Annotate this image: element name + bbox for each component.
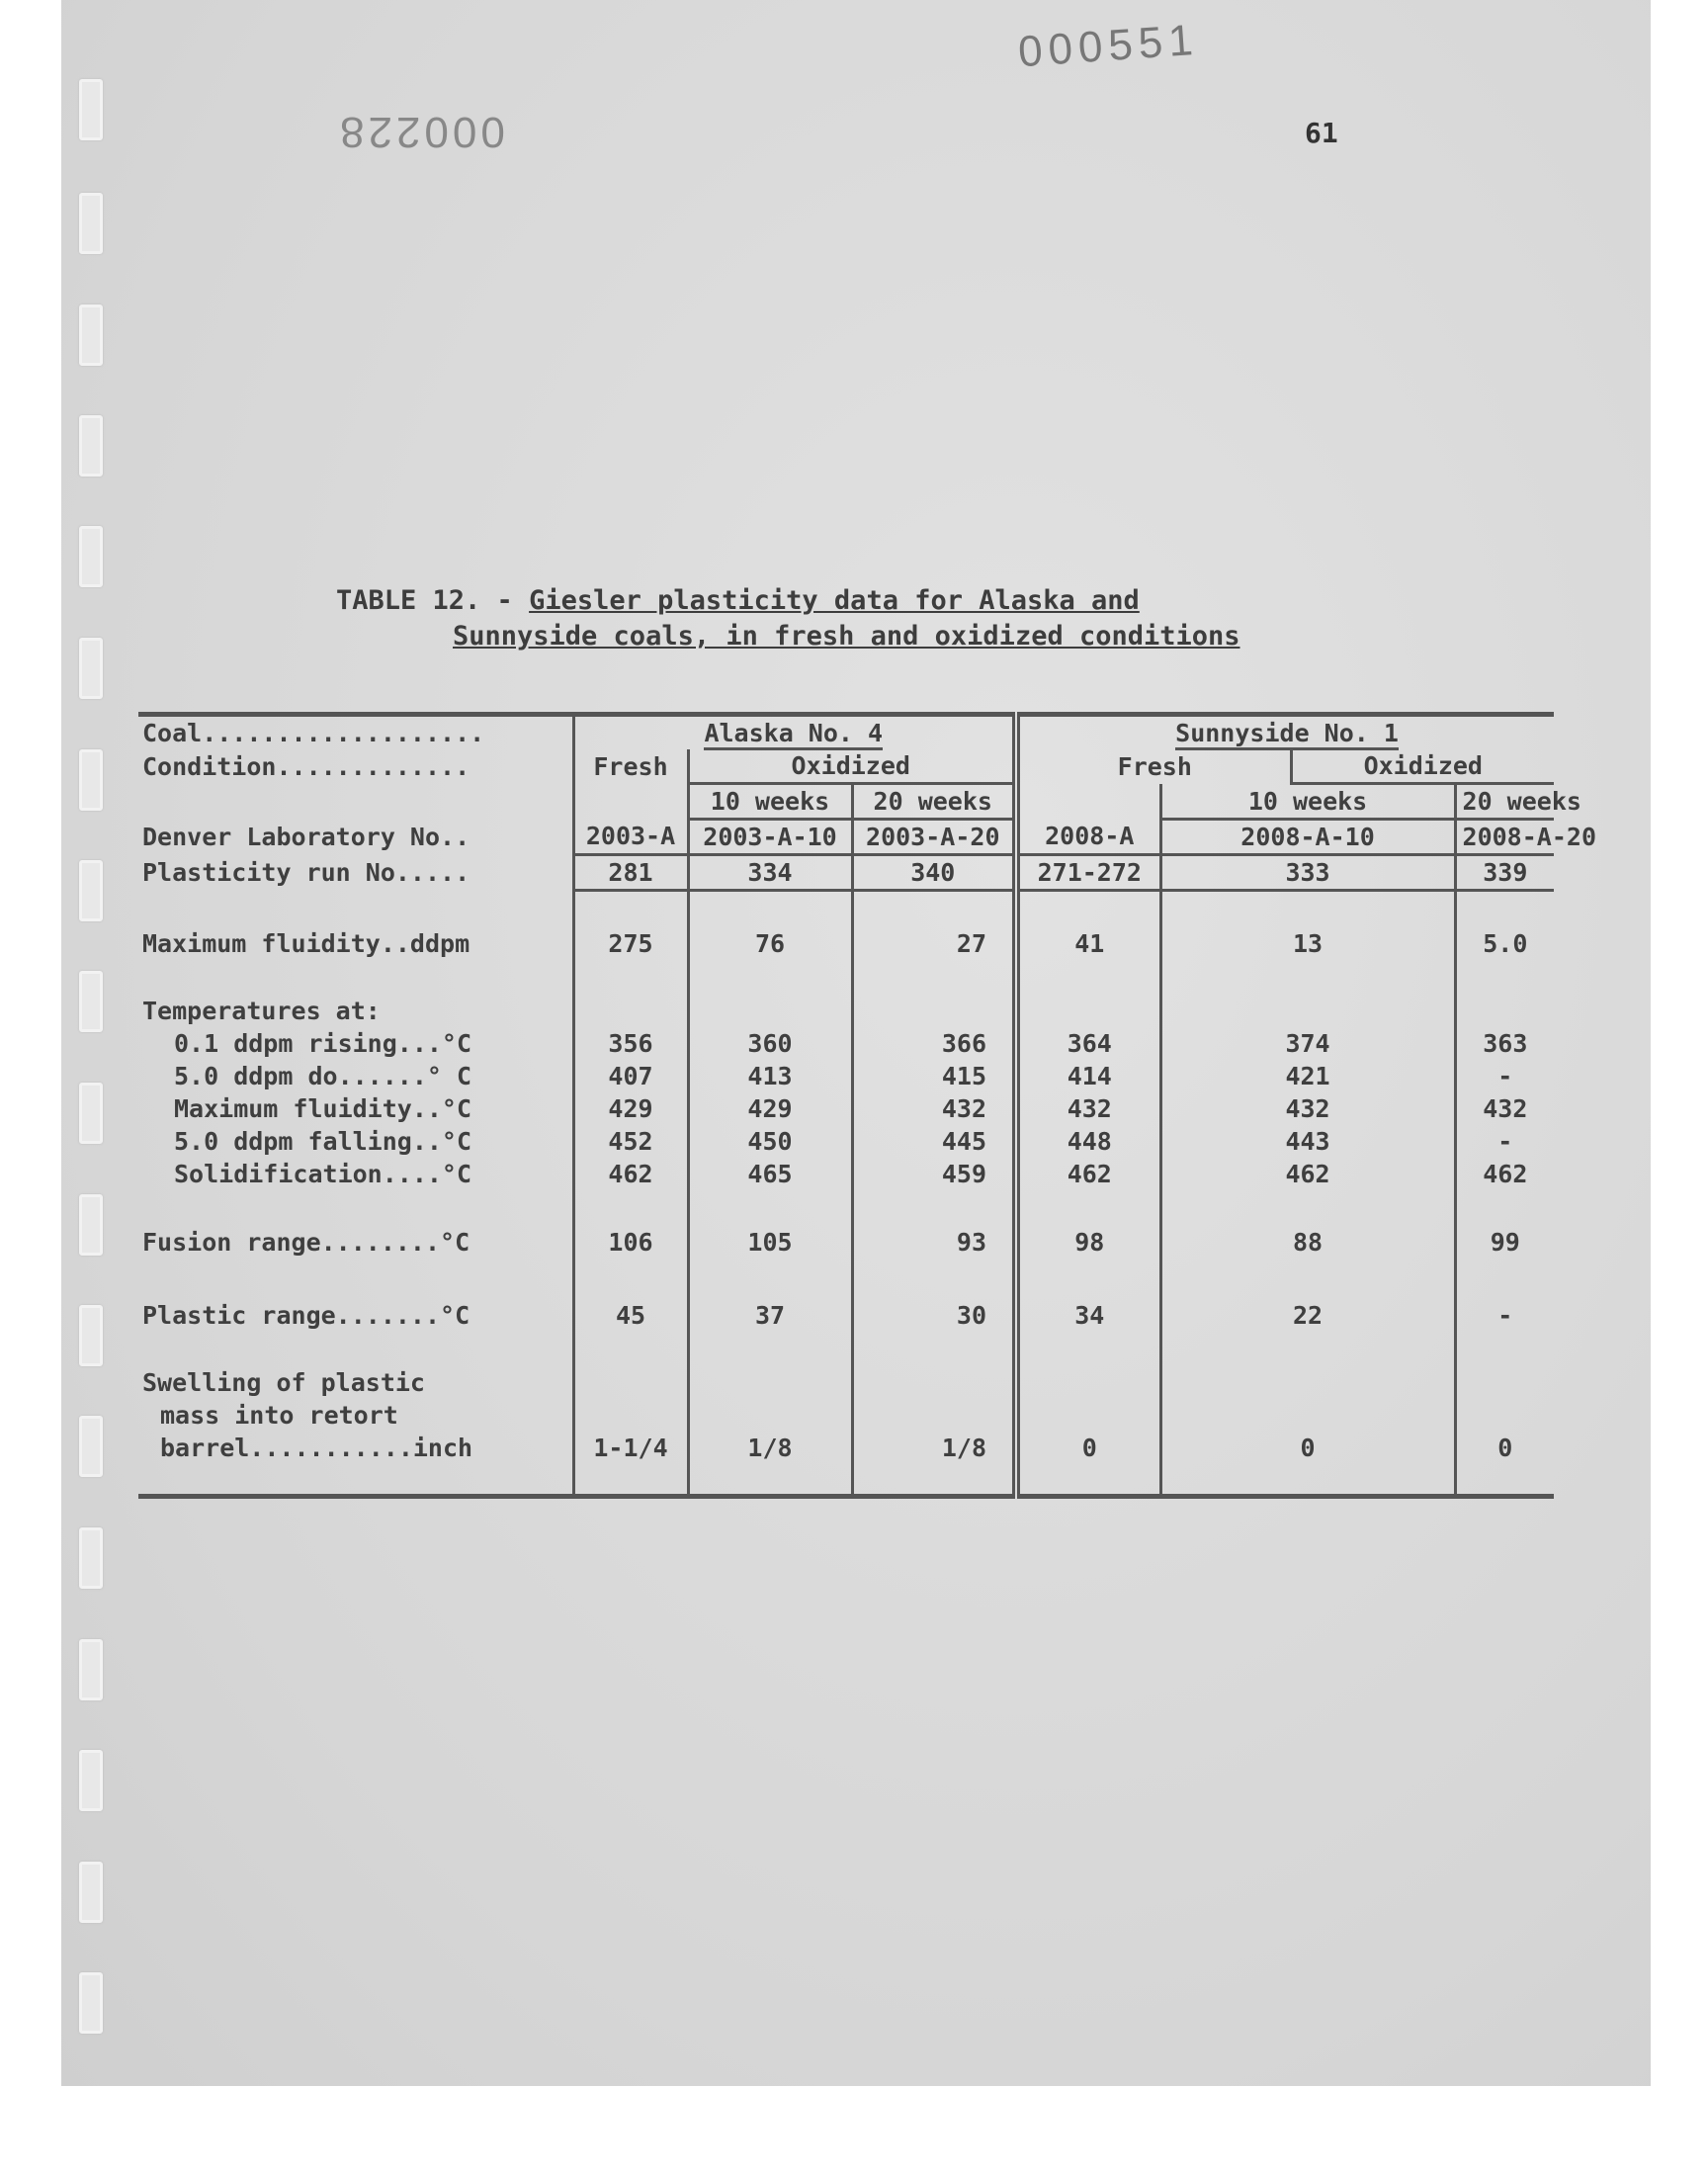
table-row [138,1158,1554,1190]
table-cell: 2008-A [1016,820,1160,855]
row-label-swelling: barrel...........inch [160,1434,473,1462]
table-cell: 366 [852,1027,1016,1060]
table-number: TABLE 12. - [336,585,530,616]
table-cell: 275 [573,921,688,965]
table-row [138,1125,1554,1158]
table-row [138,1092,1554,1125]
document-stamp-number: 000551 [1016,15,1201,77]
table-cell: 445 [852,1125,1016,1158]
table-cell: 334 [688,855,852,891]
row-label-fusion-range: Fusion range........°C [142,1227,470,1257]
table-row [138,921,1554,965]
table-cell: 93 [852,1220,1016,1263]
table-cell: 1-1/4 [573,1432,688,1464]
binder-hole [79,860,103,921]
table-cell: 360 [688,1027,852,1060]
table-cell: 414 [1016,1060,1160,1092]
table-row [138,749,1554,784]
table-cell: - [1455,1125,1554,1158]
binder-hole [79,193,103,254]
table-cell: 0 [1160,1432,1455,1464]
table-cell: 339 [1455,855,1554,891]
inverted-stamp-number: 000228 [336,108,505,156]
table-cell: 415 [852,1060,1016,1092]
binder-hole [79,1639,103,1700]
binder-holes [79,79,109,2056]
table-row [138,1399,1554,1432]
table-cell: 98 [1016,1220,1160,1263]
weeks-header: 10 weeks [1160,784,1455,820]
binder-hole [79,971,103,1032]
table-cell: 41 [1016,921,1160,965]
table-cell: 429 [688,1092,852,1125]
binder-hole [79,1750,103,1811]
coal-header-alaska: Alaska No. 4 [704,719,883,750]
binder-hole [79,1416,103,1477]
table-cell: 88 [1160,1220,1455,1263]
table-cell: 452 [573,1125,688,1158]
table-title-line-2: Sunnyside coals, in fresh and oxidized conditions [453,621,1240,652]
table-row [138,1366,1554,1399]
row-label-solidification: Solidification....°C [174,1160,472,1188]
table-row [138,995,1554,1027]
table-cell: 432 [1455,1092,1554,1125]
table-cell: 2008-A-10 [1160,820,1455,855]
table-row [138,820,1554,855]
row-label-plastic-range: Plastic range.......°C [142,1300,470,1330]
weeks-header: 20 weeks [1455,784,1554,820]
row-label-temperatures: Temperatures at: [142,997,381,1025]
table-row [138,1060,1554,1092]
table-cell: 105 [688,1220,852,1263]
table-cell: 333 [1160,855,1455,891]
binder-hole [79,749,103,811]
table-cell: 374 [1160,1027,1455,1060]
table-cell: 2003-A-20 [852,820,1016,855]
table-cell: 465 [688,1158,852,1190]
table-cell: 462 [1016,1158,1160,1190]
condition-oxidized: Oxidized [688,749,1016,784]
table-cell: 429 [573,1092,688,1125]
table-row [138,855,1554,891]
table-row [138,1027,1554,1060]
table-cell: 407 [573,1060,688,1092]
binder-hole [79,1305,103,1366]
table-cell: 34 [1016,1293,1160,1337]
table-row [138,1293,1554,1337]
table-cell: 271-272 [1016,855,1160,891]
condition-oxidized: Oxidized [1291,749,1554,784]
row-label-max-fluidity-temp: Maximum fluidity..°C [174,1094,472,1123]
table-cell: 2008-A-20 [1455,820,1554,855]
table-cell: 13 [1160,921,1455,965]
table-cell: 462 [1160,1158,1455,1190]
table-cell: 27 [852,921,1016,965]
row-label-max-fluidity: Maximum fluidity..ddpm [142,928,470,958]
table-cell: 30 [852,1293,1016,1337]
table-cell: 76 [688,921,852,965]
table-cell: 459 [852,1158,1016,1190]
binder-hole [79,638,103,699]
table-cell: 5.0 [1455,921,1554,965]
table-cell: 22 [1160,1293,1455,1337]
table-cell: 462 [1455,1158,1554,1190]
table-cell: 364 [1016,1027,1160,1060]
table-cell: 340 [852,855,1016,891]
row-label-falling: 5.0 ddpm falling..°C [174,1127,472,1156]
table-row [138,1432,1554,1464]
condition-fresh: Fresh [1016,749,1291,784]
weeks-header: 10 weeks [688,784,852,820]
table-cell: 421 [1160,1060,1455,1092]
table-cell: 1/8 [852,1432,1016,1464]
binder-hole [79,1862,103,1923]
table-row [138,784,1554,820]
table-cell: 413 [688,1060,852,1092]
table-cell: 45 [573,1293,688,1337]
table-row [138,1220,1554,1263]
binder-hole [79,1083,103,1144]
binder-hole [79,1194,103,1256]
row-label-swelling: mass into retort [160,1401,398,1430]
plasticity-data-table [138,712,1596,1499]
table-cell: 432 [852,1092,1016,1125]
table-cell: 106 [573,1220,688,1263]
table-cell: 1/8 [688,1432,852,1464]
table-cell: 450 [688,1125,852,1158]
table-cell: 0 [1455,1432,1554,1464]
binder-hole [79,1972,103,2034]
table-cell: - [1455,1293,1554,1337]
table-row [138,715,1554,750]
table-cell: 448 [1016,1125,1160,1158]
page-number: 61 [1305,117,1338,149]
binder-hole [79,415,103,477]
table-cell: 99 [1455,1220,1554,1263]
table-cell: 443 [1160,1125,1455,1158]
binder-hole [79,1527,103,1589]
weeks-header: 20 weeks [852,784,1016,820]
table-cell: - [1455,1060,1554,1092]
table-title-line-1: Giesler plasticity data for Alaska and [529,585,1140,616]
row-label-lab-no: Denver Laboratory No.. [142,823,470,851]
table-cell: 356 [573,1027,688,1060]
coal-header-sunnyside: Sunnyside No. 1 [1175,719,1399,750]
binder-hole [79,526,103,587]
row-label-swelling: Swelling of plastic [142,1368,425,1397]
row-label-coal: Coal................... [138,715,573,750]
row-label-condition: Condition............. [142,751,470,781]
table-cell: 462 [573,1158,688,1190]
row-label-rising: 0.1 ddpm rising...°C [174,1029,472,1058]
binder-hole [79,304,103,366]
table-cell: 0 [1016,1432,1160,1464]
condition-fresh: Fresh [573,749,688,784]
binder-hole [79,79,103,140]
table-cell: 2003-A [573,820,688,855]
table-cell: 37 [688,1293,852,1337]
table-cell: 2003-A-10 [688,820,852,855]
row-label-do: 5.0 ddpm do......° C [174,1062,472,1090]
table-cell: 281 [573,855,688,891]
table-cell: 363 [1455,1027,1554,1060]
table-cell: 432 [1160,1092,1455,1125]
row-label-run-no: Plasticity run No..... [142,858,470,887]
table-title [336,583,1324,654]
table-cell: 432 [1016,1092,1160,1125]
